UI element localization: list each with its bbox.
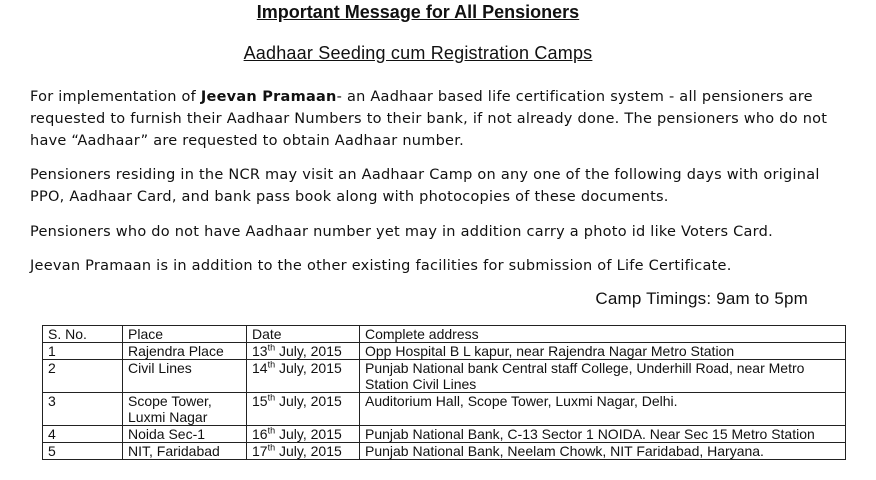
date-day: 17	[252, 443, 268, 459]
cell-date	[247, 426, 360, 443]
table-row	[43, 426, 846, 443]
date-suffix: th	[267, 442, 276, 453]
date-suffix: th	[267, 392, 276, 403]
date-suffix: th	[267, 359, 276, 370]
cell-sno: 5	[43, 443, 123, 460]
camp-timings: Camp Timings: 9am to 5pm	[595, 289, 808, 308]
header-sno: S. No.	[43, 326, 123, 343]
table-row	[43, 443, 846, 460]
paragraph-ncr-camps: Pensioners residing in the NCR may visit an Aadhaar Camp on any one of the following days with original PPO, Aadhaar Card, and bank pass book along with photocopies of these documents.	[30, 167, 820, 205]
cell-date	[247, 343, 360, 360]
table-row	[43, 360, 846, 393]
date-suffix: th	[267, 342, 276, 353]
cell-place: NIT, Faridabad	[123, 443, 247, 460]
date-month-year: July, 2015	[275, 343, 342, 359]
paragraph-other-facilities: Jeevan Pramaan is in addition to the other existing facilities for submission of Life Certificate.	[30, 258, 732, 274]
cell-address: Punjab National Bank, Neelam Chowk, NIT Faridabad, Haryana.	[360, 443, 846, 460]
camps-table	[42, 325, 846, 460]
cell-sno: 2	[43, 360, 123, 393]
cell-address: Opp Hospital B L kapur, near Rajendra Nagar Metro Station	[360, 343, 846, 360]
date-month-year: July, 2015	[275, 426, 342, 442]
table-row	[43, 343, 846, 360]
cell-address: Punjab National bank Central staff College, Underhill Road, near Metro Station Civil Lines	[360, 360, 846, 393]
cell-place: Rajendra Place	[123, 343, 247, 360]
table-row	[43, 393, 846, 426]
date-month-year: July, 2015	[275, 393, 342, 409]
page-subtitle: Aadhaar Seeding cum Registration Camps	[243, 43, 593, 63]
cell-date	[247, 360, 360, 393]
date-day: 15	[252, 393, 268, 409]
page-title: Important Message for All Pensioners	[256, 2, 580, 22]
paragraph-suffix: - an Aadhaar based life certification system - all pensioners are requested to furnish their Aadhaar Numbers to their bank, if not already done. The pensioners who do not have “Aadhaar” are requested to obtain Aadhaar number.	[30, 89, 828, 149]
paragraph-photo-id: Pensioners who do not have Aadhaar number yet may in addition carry a photo id like Voters Card.	[30, 224, 773, 240]
cell-place: Scope Tower, Luxmi Nagar	[123, 393, 247, 426]
cell-sno: 3	[43, 393, 123, 426]
cell-sno: 1	[43, 343, 123, 360]
cell-date	[247, 443, 360, 460]
cell-address: Punjab National Bank, C-13 Sector 1 NOIDA. Near Sec 15 Metro Station	[360, 426, 846, 443]
cell-date	[247, 393, 360, 426]
date-suffix: th	[267, 425, 276, 436]
table-header-row	[43, 326, 846, 343]
date-month-year: July, 2015	[275, 443, 342, 459]
cell-address: Auditorium Hall, Scope Tower, Luxmi Nagar, Delhi.	[360, 393, 846, 426]
cell-place: Noida Sec-1	[123, 426, 247, 443]
date-day: 13	[252, 343, 268, 359]
header-address: Complete address	[360, 326, 846, 343]
jeevan-pramaan-bold: Jeevan Pramaan	[200, 89, 337, 105]
header-place: Place	[123, 326, 247, 343]
paragraph-prefix: For implementation of	[30, 89, 201, 105]
cell-place: Civil Lines	[123, 360, 247, 393]
cell-sno: 4	[43, 426, 123, 443]
date-month-year: July, 2015	[275, 360, 342, 376]
paragraph-implementation	[30, 86, 842, 152]
date-day: 14	[252, 360, 268, 376]
header-date: Date	[247, 326, 360, 343]
date-day: 16	[252, 426, 268, 442]
